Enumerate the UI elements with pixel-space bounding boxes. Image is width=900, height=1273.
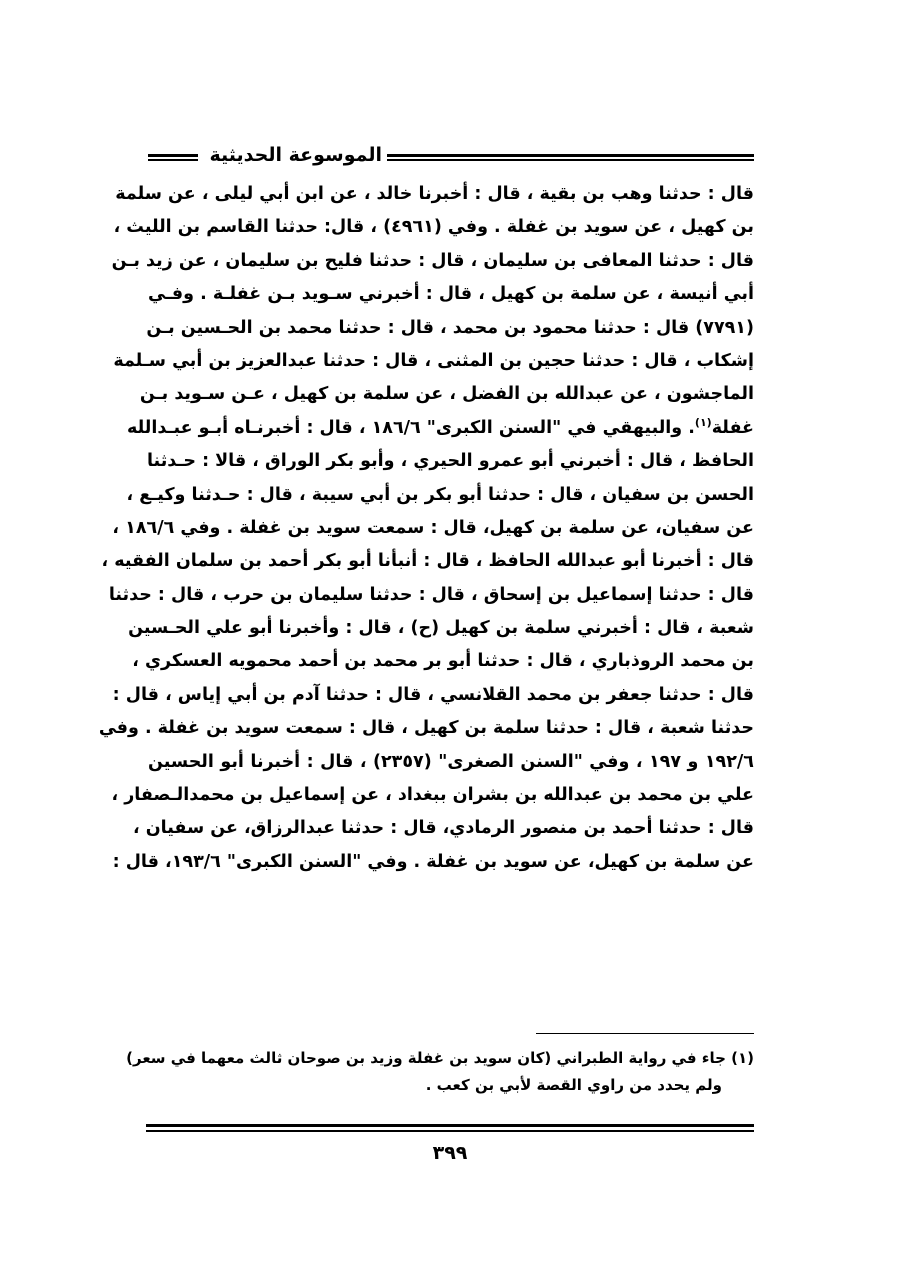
body-line: الماجشون ، عن عبدالله بن الفضل ، عن سلمة بن كهيل ، عـن سـويد بـن [139, 384, 754, 405]
body-line-text-after-ref: . والبيهقي في "السنن الكبرى" ١٨٦/٦ ، قال : أخبرنـاه أبـو عبـدالله [127, 417, 695, 438]
body-text [98, 178, 754, 879]
body-line: (٧٧٩١) قال : حدثنا محمود بن محمد ، قال : حدثنا محمد بن الحـسين بـن [146, 317, 754, 338]
header-rule-left [148, 154, 198, 161]
footnote-ref-marker: (١) [694, 415, 712, 429]
page-number: ٣٩٩ [432, 1142, 468, 1164]
header-title: الموسوعة الحديثية [209, 144, 382, 166]
body-line: عن سلمة بن كهيل، عن سويد بن غفلة . وفي "السنن الكبرى" ١٩٣/٦، قال : [112, 851, 754, 872]
body-line: قال : حدثنا المعافى بن سليمان ، قال : حدثنا فليح بن سليمان ، عن زيد بـن [111, 250, 754, 271]
body-line: قال : أخبرنا أبو عبدالله الحافظ ، قال : أنبأنا أبو بكر أحمد بن سلمان الفقيه ، [101, 551, 754, 572]
body-line: حدثنا شعبة ، قال : حدثنا سلمة بن كهيل ، قال : سمعت سويد بن غفلة . وفي [98, 718, 754, 739]
footnote-separator [536, 1033, 754, 1034]
footnote-1-line-1: (١) جاء في رواية الطبراني (كان سويد بن غفلة وزيد بن صوحان ثالث معهما في سعر) [126, 1049, 754, 1067]
body-line: بن كهيل ، عن سويد بن غفلة . وفي (٤٩٦١) ، قال: حدثنا القاسم بن الليث ، [113, 217, 754, 238]
footnotes [126, 1045, 754, 1099]
bottom-rule [146, 1124, 754, 1132]
body-line: أبي أنيسة ، عن سلمة بن كهيل ، قال : أخبرني سـويد بـن غفلـة . وفـي [148, 284, 754, 305]
body-line: بن محمد الروذباري ، قال : حدثنا أبو بر محمد بن أحمد محمويه العسكري ، [132, 651, 754, 672]
body-line: الحافظ ، قال : أخبرني أبو عمرو الحيري ، وأبو بكر الوراق ، قالا : حـدثنا [146, 451, 754, 472]
body-line-text-before-ref: غفلة [711, 417, 754, 438]
body-line: علي بن محمد بن عبدالله بن بشران ببغداد ، عن إسماعيل بن محمدالـصفار ، [111, 785, 754, 806]
body-line: شعبة ، قال : أخبرني سلمة بن كهيل (ح) ، قال : وأخبرنا أبو علي الحـسين [128, 618, 754, 639]
body-line: قال : حدثنا وهب بن بقية ، قال : أخبرنا خالد ، عن ابن أبي ليلى ، عن سلمة [115, 184, 754, 204]
body-line-with-footnote-ref [127, 412, 754, 445]
body-line: الحسن بن سفيان ، قال : حدثنا أبو بكر بن أبي سيبة ، قال : حـدثنا وكيـع ، [126, 484, 754, 505]
body-line: قال : حدثنا إسماعيل بن إسحاق ، قال : حدثنا سليمان بن حرب ، قال : حدثنا [108, 584, 754, 605]
footnote-1-line-2: ولم يحدد من راوي القصة لأبي بن كعب . [425, 1076, 722, 1094]
body-line: قال : حدثنا جعفر بن محمد القلانسي ، قال : حدثنا آدم بن أبي إياس ، قال : [112, 684, 754, 705]
header-rule-right [387, 154, 754, 161]
body-line: ١٩٢/٦ و ١٩٧ ، وفي "السنن الصغرى" (٢٣٥٧) ، قال : أخبرنا أبو الحسين [148, 751, 754, 772]
body-line: إشكاب ، قال : حدثنا حجين بن المثنى ، قال : حدثنا عبدالعزيز بن أبي سـلمة [113, 350, 754, 371]
body-line: قال : حدثنا أحمد بن منصور الرمادي، قال : حدثنا عبدالرزاق، عن سفيان ، [132, 818, 754, 839]
body-line: عن سفيان، عن سلمة بن كهيل، قال : سمعت سويد بن غفلة . وفي ١٨٦/٦ ، [112, 517, 754, 538]
running-header [148, 140, 754, 174]
